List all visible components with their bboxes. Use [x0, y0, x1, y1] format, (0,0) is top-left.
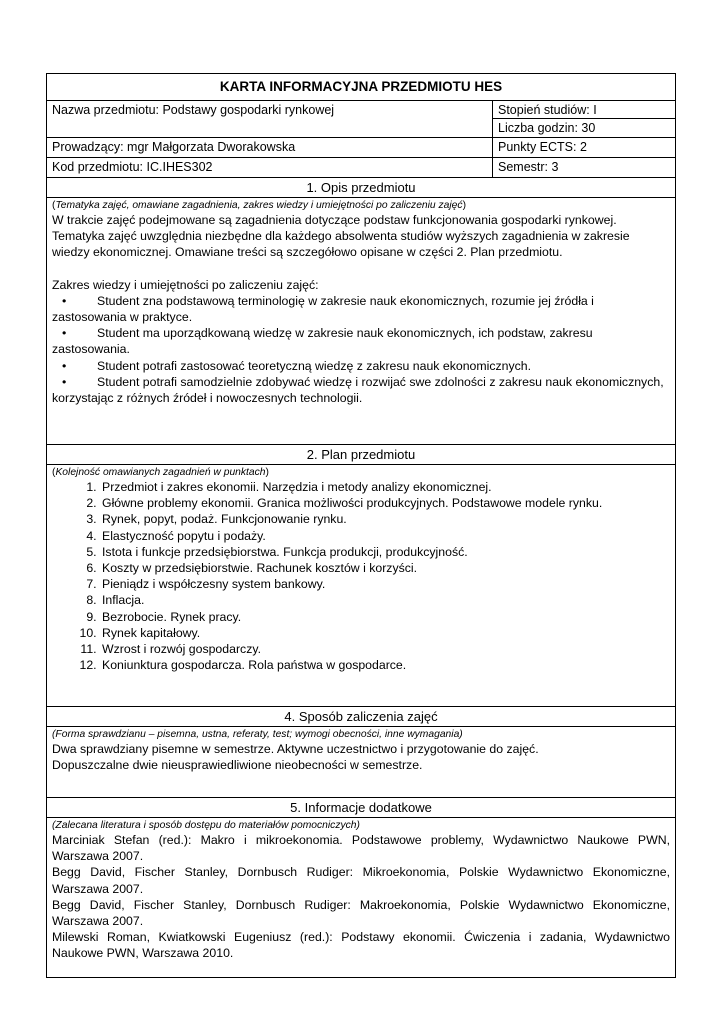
study-level: Stopień studiów: I [493, 101, 675, 119]
section-heading: 4. Sposób zaliczenia zajęć [284, 709, 438, 724]
semester: Semestr: 3 [498, 160, 559, 174]
section-sposob-heading-row [47, 706, 675, 726]
bullet-item: • Student zna podstawową terminologię w zakresie nauk ekonomicznych, rozumie jej źródła i zastosowania w praktyce. [52, 293, 594, 325]
section-hint: (Forma sprawdzianu – pisemna, ustna, referaty, test; wymogi obecności, inne wymagania) [52, 729, 463, 740]
section-opis-body-row [47, 197, 675, 444]
section-plan-heading-row [47, 444, 675, 464]
list-item: 4. Elastyczność popytu i podaży. [100, 528, 670, 544]
list-item: 7. Pieniądz i współczesny system bankowy. [100, 576, 670, 592]
section-heading: 2. Plan przedmiotu [306, 447, 416, 462]
list-item: 1. Przedmiot i zakres ekonomii. Narzędzia i metody analizy ekonomicznej. [100, 479, 670, 495]
list-item: 8. Inflacja. [100, 592, 670, 608]
list-item: 5. Istota i funkcje przedsiębiorstwa. Funkcja produkcji, produkcyjność. [100, 544, 670, 560]
bullet-item: • Student ma uporządkowaną wiedzę w zakresie nauk ekonomicznych, ich podstaw, zakresu zastosowania. [52, 326, 593, 357]
section-opis-heading-row [47, 177, 675, 197]
course-name-row [47, 100, 675, 137]
section-info-body-row [47, 817, 675, 977]
course-info-card [46, 73, 676, 978]
list-item: 11. Wzrost i rozwój gospodarczy. [100, 641, 670, 657]
list-item: 10. Rynek kapitałowy. [100, 625, 670, 641]
paragraph: W trakcie zajęć podejmowane są zagadnienia dotyczące podstaw funkcjonowania gospodarki rynkowej. Tematyka zajęć uwzględnia niezbędne dla każdego absolwenta studiów wyższych zagadnienia w zakresie wiedzy ekonomicznej. Omawiane treści są szczegółowo opisane w części 2. Plan przedmiotu. [52, 213, 630, 260]
plan-list [52, 479, 670, 673]
section-info-body [47, 818, 675, 977]
teacher: Prowadzący: mgr Małgorzata Dworakowska [47, 138, 493, 157]
section-sposob-body-row [47, 726, 675, 797]
course-name: Nazwa przedmiotu: Podstawy gospodarki rynkowej [47, 101, 493, 137]
list-item: 9. Bezrobocie. Rynek pracy. [100, 609, 670, 625]
paragraph: Dwa sprawdziany pisemne w semestrze. Aktywne uczestnictwo i przygotowanie do zajęć. [52, 742, 539, 756]
list-item: 3. Rynek, popyt, podaż. Funkcjonowanie rynku. [100, 511, 670, 527]
list-item: 6. Koszty w przedsiębiorstwie. Rachunek kosztów i korzyści. [100, 560, 670, 576]
section-heading: 1. Opis przedmiotu [306, 180, 416, 195]
reference-item: Begg David, Fischer Stanley, Dornbusch Rudiger: Makroekonomia, Polskie Wydawnictwo Ekonomiczne, Warszawa 2007. [52, 897, 670, 929]
course-code: Kod przedmiotu: IC.IHES302 [47, 158, 493, 177]
reference-item: Milewski Roman, Kwiatkowski Eugeniusz (red.): Podstawy ekonomii. Ćwiczenia i zadania, Wydawnictwo Naukowe PWN, Warszawa 2010. [52, 930, 670, 961]
teacher-row [47, 137, 675, 157]
section-plan-body [47, 465, 675, 706]
list-item: 2. Główne problemy ekonomii. Granica możliwości produkcyjnych. Podstawowe modele rynku. [100, 495, 670, 511]
paragraph: Zakres wiedzy i umiejętności po zaliczeniu zajęć: [52, 277, 319, 292]
section-info-heading-row [47, 797, 675, 817]
paragraph: Dopuszczalne dwie nieusprawiedliwione nieobecności w semestrze. [52, 758, 423, 773]
section-hint: (Tematyka zajęć, omawiane zagadnienia, zakres wiedzy i umiejętności po zaliczeniu zajęć) [52, 200, 466, 211]
section-heading: 5. Informacje dodatkowe [290, 800, 432, 815]
reference-item: Begg David, Fischer Stanley, Dornbusch Rudiger: Mikroekonomia, Polskie Wydawnictwo Ekonomiczne, Warszawa 2007. [52, 865, 670, 896]
ects-points: Punkty ECTS: 2 [498, 140, 587, 154]
section-hint: (Zalecana literatura i sposób dostępu do materiałów pomocniczych) [52, 820, 360, 831]
hours-count: Liczba godzin: 30 [498, 121, 596, 135]
section-opis-body [47, 198, 675, 444]
bullet-item: • Student potrafi samodzielnie zdobywać wiedzę i rozwijać swe zdolności z zakresu nauk ekonomicznych, korzystając z różnych źródeł i nowoczesnych technologii. [52, 374, 664, 406]
card-title: KARTA INFORMACYJNA PRZEDMIOTU HES [219, 79, 503, 94]
level-hours-group [493, 101, 675, 137]
code-row [47, 157, 675, 177]
section-hint: (Kolejność omawianych zagadnień w punktach) [52, 467, 269, 478]
section-sposob-body [47, 727, 675, 797]
title-row [47, 74, 675, 100]
list-item: 12. Koniunktura gospodarcza. Rola państwa w gospodarce. [100, 657, 670, 673]
reference-item: Marciniak Stefan (red.): Makro i mikroekonomia. Podstawowe problemy, Wydawnictwo Naukowe PWN, Warszawa 2007. [52, 833, 670, 864]
section-plan-body-row [47, 464, 675, 706]
bullet-item: • Student potrafi zastosować teoretyczną wiedzę z zakresu nauk ekonomicznych. [62, 358, 532, 373]
